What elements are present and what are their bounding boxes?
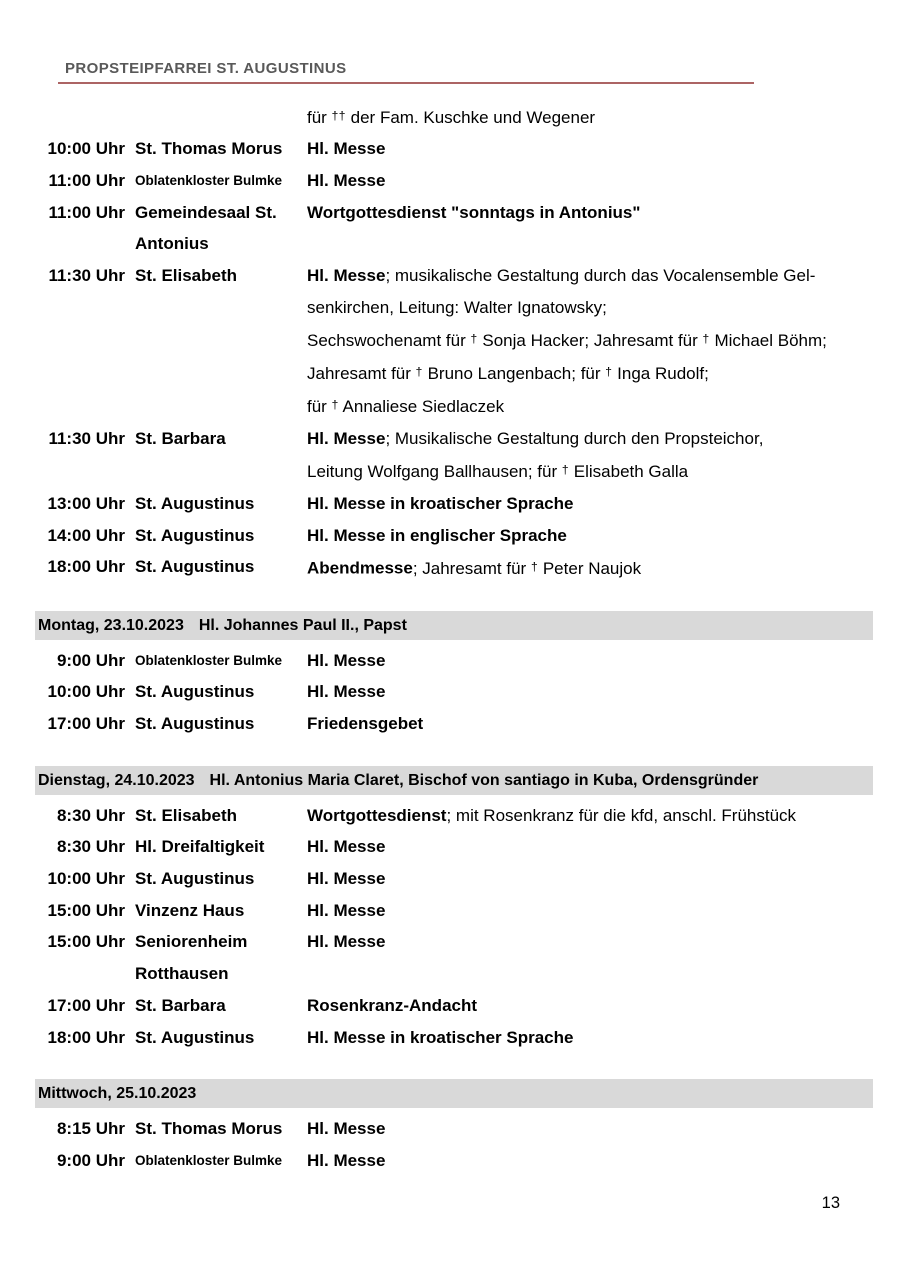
time-cell: 9:00 Uhr: [56, 1150, 125, 1170]
schedule-row: [0, 863, 909, 895]
location-cell: Gemeindesaal St. Antonius: [135, 202, 277, 254]
description-cell: [307, 133, 876, 165]
day-section-header: [35, 1079, 873, 1108]
day-section-header: [35, 611, 873, 640]
location-cell: Hl. Dreifaltigkeit: [135, 837, 265, 857]
location-cell: St. Augustinus: [135, 525, 255, 545]
schedule-row: [0, 133, 909, 165]
description-cell: [307, 895, 876, 927]
service-title: Hl. Messe: [307, 650, 386, 670]
service-detail: Leitung Wolfgang Ballhausen; für † Elisabeth Galla: [307, 462, 689, 482]
schedule-row: [0, 197, 909, 260]
description-cell: [307, 100, 876, 133]
service-title: Hl. Messe: [307, 429, 386, 449]
service-title: Hl. Messe: [307, 139, 386, 159]
dagger-symbol: ††: [331, 108, 346, 122]
description-cell: [307, 520, 876, 552]
schedule-row: [0, 260, 909, 423]
description-cell: [307, 1022, 876, 1054]
time-cell: 11:00 Uhr: [48, 170, 125, 190]
time-cell: 11:30 Uhr: [48, 429, 125, 449]
location-cell: St. Augustinus: [135, 493, 255, 513]
schedule-row: [0, 1022, 909, 1054]
schedule-row: [0, 551, 909, 584]
day-section-header: [35, 766, 873, 795]
service-detail: Sechswochenamt für † Sonja Hacker; Jahresamt für † Michael Böhm;: [307, 330, 827, 350]
schedule-row: [0, 800, 909, 832]
location-cell: Oblatenkloster Bulmke: [135, 172, 283, 188]
schedule-row: [0, 488, 909, 520]
page-number: 13: [821, 1194, 840, 1212]
time-cell: 15:00 Uhr: [47, 932, 125, 952]
service-title: Hl. Messe: [307, 869, 386, 889]
schedule-row: [0, 100, 909, 133]
time-cell: 18:00 Uhr: [47, 557, 125, 577]
dagger-symbol: †: [702, 331, 710, 346]
time-cell: 8:30 Uhr: [56, 837, 125, 857]
service-detail: für † Annaliese Siedlaczek: [307, 397, 505, 417]
dagger-symbol: †: [530, 559, 539, 574]
service-title: Abendmesse: [307, 558, 413, 578]
section-feast-name: Hl. Antonius Maria Claret, Bischof von santiago in Kuba, Ordensgründer: [209, 771, 759, 789]
location-cell: St. Augustinus: [135, 682, 255, 702]
time-cell: 10:00 Uhr: [47, 139, 125, 159]
schedule: [0, 95, 909, 1177]
section-rows: [0, 95, 909, 585]
schedule-row: [0, 520, 909, 552]
description-cell: [307, 165, 876, 197]
location-cell: St. Augustinus: [135, 557, 255, 577]
description-cell: [307, 1145, 876, 1177]
section-feast-name: Hl. Johannes Paul II., Papst: [198, 616, 407, 634]
location-cell: [135, 100, 297, 133]
description-cell: [307, 831, 876, 863]
section-rows: [0, 795, 909, 1054]
dagger-symbol: †: [331, 397, 339, 412]
service-title: Hl. Messe: [307, 1150, 386, 1170]
service-title: Hl. Messe: [307, 1119, 386, 1139]
section-rows: [0, 640, 909, 740]
schedule-row: [0, 676, 909, 708]
document-header: [58, 60, 754, 84]
time-cell: 10:00 Uhr: [47, 682, 125, 702]
location-cell: Oblatenkloster Bulmke: [135, 1152, 283, 1168]
time-cell: 13:00 Uhr: [47, 493, 125, 513]
time-cell: 18:00 Uhr: [47, 1027, 125, 1047]
service-title: Hl. Messe in kroatischer Sprache: [307, 1027, 574, 1047]
time-cell: 10:00 Uhr: [47, 869, 125, 889]
time-cell: 8:30 Uhr: [56, 805, 125, 825]
time-cell: 11:30 Uhr: [48, 266, 125, 286]
schedule-row: [0, 165, 909, 197]
description-cell: [307, 926, 876, 989]
schedule-row: [0, 895, 909, 927]
description-cell: [307, 990, 876, 1022]
service-title: Wortgottesdienst: [307, 805, 447, 825]
description-cell: [307, 488, 876, 520]
service-title: Hl. Messe in englischer Sprache: [307, 525, 567, 545]
location-cell: Vinzenz Haus: [135, 900, 245, 920]
description-cell: [307, 423, 876, 488]
service-detail: senkirchen, Leitung: Walter Ignatowsky;: [307, 297, 607, 317]
time-cell: 11:00 Uhr: [48, 202, 125, 222]
section-day-date: Dienstag, 24.10.2023: [38, 771, 195, 789]
service-title: Hl. Messe: [307, 837, 386, 857]
location-cell: St. Augustinus: [135, 1027, 255, 1047]
location-cell: Seniorenheim Rotthausen: [135, 932, 248, 984]
dagger-symbol: †: [470, 331, 478, 346]
time-cell: 17:00 Uhr: [47, 995, 125, 1015]
service-title: Hl. Messe: [307, 266, 386, 286]
description-cell: [307, 1113, 876, 1145]
schedule-row: [0, 645, 909, 677]
location-cell: St. Augustinus: [135, 713, 255, 733]
service-title: Rosenkranz-Andacht: [307, 995, 478, 1015]
description-cell: [307, 645, 876, 677]
description-cell: [307, 708, 876, 740]
service-detail: ; Jahresamt für † Peter Naujok: [412, 558, 642, 578]
description-cell: [307, 863, 876, 895]
time-cell: 14:00 Uhr: [47, 525, 125, 545]
location-cell: St. Barbara: [135, 429, 226, 449]
service-title: Hl. Messe: [307, 170, 386, 190]
section-day-date: Mittwoch, 25.10.2023: [38, 1085, 197, 1103]
section-rows: [0, 1108, 909, 1176]
section-day-date: Montag, 23.10.2023: [38, 616, 184, 634]
time-cell: 15:00 Uhr: [47, 900, 125, 920]
time-cell: [37, 100, 125, 133]
schedule-row: [0, 990, 909, 1022]
location-cell: St. Elisabeth: [135, 805, 238, 825]
page-title: PROPSTEIPFARREI ST. AUGUSTINUS: [65, 60, 347, 77]
location-cell: Oblatenkloster Bulmke: [135, 652, 283, 668]
schedule-row: [0, 926, 909, 989]
service-title: Hl. Messe: [307, 900, 386, 920]
service-detail: ; Musikalische Gestaltung durch den Propsteichor,: [385, 429, 764, 449]
schedule-row: [0, 1145, 909, 1177]
time-cell: 8:15 Uhr: [56, 1119, 125, 1139]
service-detail: Jahresamt für † Bruno Langenbach; für † Inga Rudolf;: [307, 364, 709, 384]
dagger-symbol: †: [561, 462, 570, 477]
service-detail: ; musikalische Gestaltung durch das Vocalensemble Gel-: [385, 266, 816, 286]
schedule-row: [0, 831, 909, 863]
service-title: Hl. Messe in kroatischer Sprache: [307, 493, 574, 513]
description-cell: [307, 676, 876, 708]
location-cell: St. Thomas Morus: [135, 1119, 283, 1139]
location-cell: St. Barbara: [135, 995, 226, 1015]
description-cell: [307, 197, 876, 260]
description-cell: [307, 260, 876, 423]
schedule-row: [0, 1113, 909, 1145]
location-cell: St. Augustinus: [135, 869, 255, 889]
schedule-row: [0, 423, 909, 488]
service-title: Friedensgebet: [307, 713, 424, 733]
schedule-row: [0, 708, 909, 740]
dagger-symbol: †: [415, 364, 423, 379]
time-cell: 9:00 Uhr: [56, 650, 125, 670]
service-title: Hl. Messe: [307, 682, 386, 702]
service-title: Wortgottesdienst "sonntags in Antonius": [307, 202, 641, 222]
time-cell: 17:00 Uhr: [47, 713, 125, 733]
location-cell: St. Thomas Morus: [135, 139, 283, 159]
service-detail: ; mit Rosenkranz für die kfd, anschl. Frühstück: [446, 805, 797, 825]
location-cell: St. Elisabeth: [135, 266, 238, 286]
description-cell: [307, 800, 876, 832]
description-cell: [307, 551, 876, 584]
service-detail: für †† der Fam. Kuschke und Wegener: [307, 107, 596, 127]
service-title: Hl. Messe: [307, 932, 386, 952]
dagger-symbol: †: [605, 364, 613, 379]
